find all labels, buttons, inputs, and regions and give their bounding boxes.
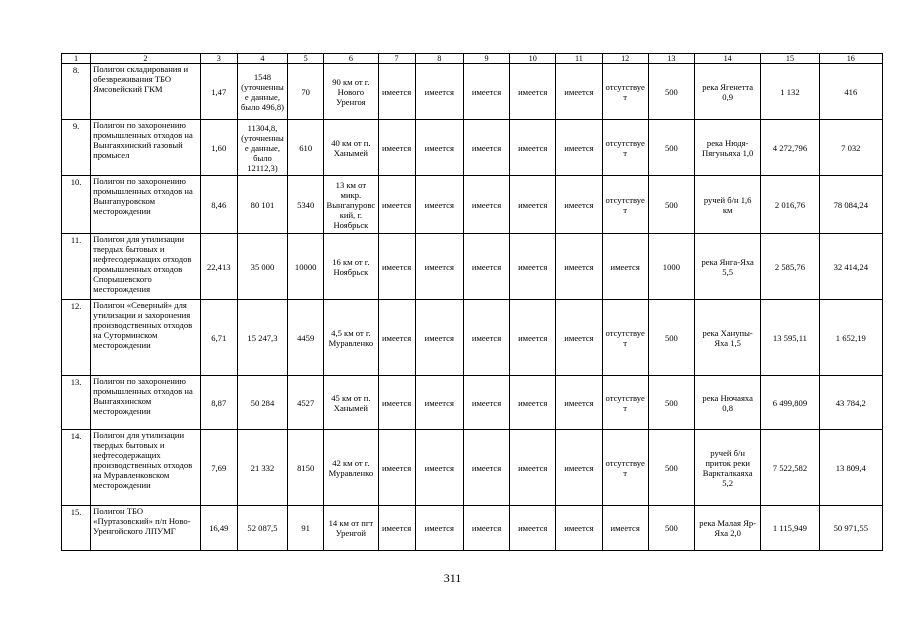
table-cell-col11: имеется	[556, 376, 602, 430]
table-cell-col11: имеется	[556, 234, 602, 300]
header-cell-14: 14	[695, 54, 761, 64]
table-cell-col4: 80 101	[237, 176, 287, 234]
table-cell-col12: отсутствует	[602, 430, 648, 506]
table-cell-col5: 4459	[288, 300, 324, 376]
table-cell-col7: имеется	[378, 430, 415, 506]
table-cell-col1: 10.	[62, 176, 91, 234]
table-cell-col6: 90 км от г. Нового Уренгоя	[324, 64, 378, 120]
table-cell-col2: Полигон «Северный» для утилизации и захоронения производственных отходов на Суторминском месторождении	[91, 300, 201, 376]
table-cell-col4: 11304,8, (уточненные данные, было 12112,3)	[237, 120, 287, 176]
table-cell-col15: 4 272,796	[761, 120, 819, 176]
table-cell-col12: отсутствует	[602, 300, 648, 376]
table-cell-col5: 70	[288, 64, 324, 120]
table-cell-col10: имеется	[510, 300, 556, 376]
table-cell-col6: 4,5 км от г. Муравленко	[324, 300, 378, 376]
table-cell-col2: Полигон по захоронению промышленных отходов на Вынгаяхинский газовый промысел	[91, 120, 201, 176]
table-cell-col5: 610	[288, 120, 324, 176]
header-cell-12: 12	[602, 54, 648, 64]
table-cell-col16: 1 652,19	[819, 300, 882, 376]
table-cell-col6: 45 км от п. Ханымей	[324, 376, 378, 430]
table-cell-col7: имеется	[378, 64, 415, 120]
table-cell-col9: имеется	[463, 300, 509, 376]
table-row	[62, 376, 883, 430]
table-cell-col8: имеется	[415, 300, 463, 376]
table-cell-col6: 13 км от микр. Вынгапуровский, г. Ноябрьск	[324, 176, 378, 234]
table-cell-col9: имеется	[463, 234, 509, 300]
table-cell-col12: отсутствует	[602, 376, 648, 430]
table-cell-col4: 21 332	[237, 430, 287, 506]
table-cell-col3: 8,46	[200, 176, 237, 234]
table-cell-col16: 416	[819, 64, 882, 120]
table-cell-col12: отсутствует	[602, 64, 648, 120]
table-cell-col15: 1 132	[761, 64, 819, 120]
table-cell-col4: 15 247,3	[237, 300, 287, 376]
header-cell-16: 16	[819, 54, 882, 64]
table-cell-col13: 500	[648, 300, 694, 376]
table-cell-col10: имеется	[510, 430, 556, 506]
table-cell-col15: 7 522,582	[761, 430, 819, 506]
table-cell-col11: имеется	[556, 506, 602, 551]
table-cell-col7: имеется	[378, 176, 415, 234]
table-cell-col1: 8.	[62, 64, 91, 120]
table-cell-col15: 2 016,76	[761, 176, 819, 234]
table-cell-col11: имеется	[556, 64, 602, 120]
table-cell-col5: 10000	[288, 234, 324, 300]
table-row	[62, 506, 883, 551]
page-number: 311	[443, 571, 462, 585]
table-cell-col5: 4527	[288, 376, 324, 430]
table-cell-col16: 32 414,24	[819, 234, 882, 300]
header-cell-2: 2	[91, 54, 201, 64]
table-cell-col14: река Малая Яр-Яха 2,0	[695, 506, 761, 551]
table-cell-col14: ручей б/н приток реки Варкталкаяха 5,2	[695, 430, 761, 506]
table-cell-col6: 14 км от пгт Уренгой	[324, 506, 378, 551]
header-cell-15: 15	[761, 54, 819, 64]
table-cell-col14: ручей б/н 1,6 км	[695, 176, 761, 234]
table-cell-col11: имеется	[556, 300, 602, 376]
table-cell-col10: имеется	[510, 376, 556, 430]
table-cell-col10: имеется	[510, 176, 556, 234]
table-cell-col13: 500	[648, 506, 694, 551]
table-cell-col6: 16 км от г. Ноябрьск	[324, 234, 378, 300]
table-cell-col12: имеется	[602, 506, 648, 551]
table-cell-col3: 1,60	[200, 120, 237, 176]
table-row	[62, 176, 883, 234]
header-cell-10: 10	[510, 54, 556, 64]
table-cell-col13: 500	[648, 176, 694, 234]
table-cell-col5: 5340	[288, 176, 324, 234]
header-cell-7: 7	[378, 54, 415, 64]
header-cell-3: 3	[200, 54, 237, 64]
table-cell-col5: 91	[288, 506, 324, 551]
table-cell-col4: 52 087,5	[237, 506, 287, 551]
table-row	[62, 234, 883, 300]
table-cell-col3: 1,47	[200, 64, 237, 120]
table-cell-col16: 7 032	[819, 120, 882, 176]
table-row	[62, 300, 883, 376]
table-cell-col1: 14.	[62, 430, 91, 506]
table-cell-col2: Полигон для утилизации твердых бытовых и нефтесодержащих производственных отходов на Муравленковском месторождении	[91, 430, 201, 506]
table-cell-col3: 8,87	[200, 376, 237, 430]
table-cell-col2: Полигон для утилизации твердых бытовых и нефтесодержащих отходов промышленных отходов Спорышевского месторождения	[91, 234, 201, 300]
table-cell-col4: 50 284	[237, 376, 287, 430]
header-cell-8: 8	[415, 54, 463, 64]
table-cell-col8: имеется	[415, 376, 463, 430]
table-cell-col13: 500	[648, 120, 694, 176]
table-cell-col1: 12.	[62, 300, 91, 376]
table-cell-col14: река Нюдя-Пягуньяха 1,0	[695, 120, 761, 176]
table-cell-col15: 13 595,11	[761, 300, 819, 376]
header-cell-9: 9	[463, 54, 509, 64]
header-cell-1: 1	[62, 54, 91, 64]
table-cell-col9: имеется	[463, 176, 509, 234]
table-cell-col13: 500	[648, 376, 694, 430]
table-cell-col12: отсутствует	[602, 176, 648, 234]
table-cell-col3: 16,49	[200, 506, 237, 551]
table-cell-col2: Полигон складирования и обезвреживания ТБО Ямсовейский ГКМ	[91, 64, 201, 120]
table-cell-col4: 1548 (уточненные данные, было 496,8)	[237, 64, 287, 120]
table-cell-col15: 2 585,76	[761, 234, 819, 300]
table-cell-col7: имеется	[378, 234, 415, 300]
table-cell-col8: имеется	[415, 64, 463, 120]
table-cell-col7: имеется	[378, 300, 415, 376]
header-cell-11: 11	[556, 54, 602, 64]
table-cell-col8: имеется	[415, 120, 463, 176]
header-row	[62, 54, 883, 64]
table-cell-col10: имеется	[510, 120, 556, 176]
table-cell-col14: река Ягенетта 0,9	[695, 64, 761, 120]
table-cell-col1: 13.	[62, 376, 91, 430]
table-cell-col5: 8150	[288, 430, 324, 506]
table-cell-col13: 500	[648, 430, 694, 506]
table-cell-col1: 11.	[62, 234, 91, 300]
table-cell-col9: имеется	[463, 64, 509, 120]
table-cell-col7: имеется	[378, 506, 415, 551]
table-cell-col16: 43 784,2	[819, 376, 882, 430]
table-cell-col11: имеется	[556, 120, 602, 176]
table-cell-col16: 78 084,24	[819, 176, 882, 234]
table-row	[62, 120, 883, 176]
table-cell-col10: имеется	[510, 234, 556, 300]
table-cell-col12: имеется	[602, 234, 648, 300]
table-cell-col15: 6 499,809	[761, 376, 819, 430]
table-cell-col9: имеется	[463, 376, 509, 430]
header-cell-6: 6	[324, 54, 378, 64]
table-cell-col16: 13 809,4	[819, 430, 882, 506]
table-cell-col2: Полигон по захоронению промышленных отходов на Вынгапуровском месторождении	[91, 176, 201, 234]
table-cell-col14: река Нючаяха 0,8	[695, 376, 761, 430]
table-cell-col8: имеется	[415, 176, 463, 234]
waste-sites-table	[61, 53, 883, 551]
table-cell-col6: 42 км от г. Муравленко	[324, 430, 378, 506]
table-row	[62, 64, 883, 120]
table-cell-col11: имеется	[556, 176, 602, 234]
table-cell-col9: имеется	[463, 506, 509, 551]
header-cell-13: 13	[648, 54, 694, 64]
table-cell-col16: 50 971,55	[819, 506, 882, 551]
table-cell-col12: отсутствует	[602, 120, 648, 176]
table-cell-col14: река Ханупы-Яха 1,5	[695, 300, 761, 376]
table-cell-col4: 35 000	[237, 234, 287, 300]
table-cell-col8: имеется	[415, 506, 463, 551]
header-cell-4: 4	[237, 54, 287, 64]
table-cell-col6: 40 км от п. Ханымей	[324, 120, 378, 176]
table-cell-col7: имеется	[378, 376, 415, 430]
table-cell-col13: 500	[648, 64, 694, 120]
table-row	[62, 430, 883, 506]
table-cell-col1: 9.	[62, 120, 91, 176]
table-cell-col15: 1 115,949	[761, 506, 819, 551]
table-cell-col13: 1000	[648, 234, 694, 300]
table-cell-col3: 7,69	[200, 430, 237, 506]
header-cell-5: 5	[288, 54, 324, 64]
table-cell-col3: 22,413	[200, 234, 237, 300]
table-cell-col2: Полигон по захоронению промышленных отходов на Вынгаяхинском месторождении	[91, 376, 201, 430]
table-cell-col10: имеется	[510, 64, 556, 120]
table-cell-col8: имеется	[415, 430, 463, 506]
table-cell-col8: имеется	[415, 234, 463, 300]
table-cell-col14: река Янга-Яха 5,5	[695, 234, 761, 300]
table-cell-col1: 15.	[62, 506, 91, 551]
table-cell-col2: Полигон ТБО «Пуртазовский» п/п Ново-Уренгойского ЛПУМГ	[91, 506, 201, 551]
table-cell-col9: имеется	[463, 120, 509, 176]
table-cell-col11: имеется	[556, 430, 602, 506]
table-cell-col3: 6,71	[200, 300, 237, 376]
table-cell-col9: имеется	[463, 430, 509, 506]
table-cell-col10: имеется	[510, 506, 556, 551]
table-cell-col7: имеется	[378, 120, 415, 176]
